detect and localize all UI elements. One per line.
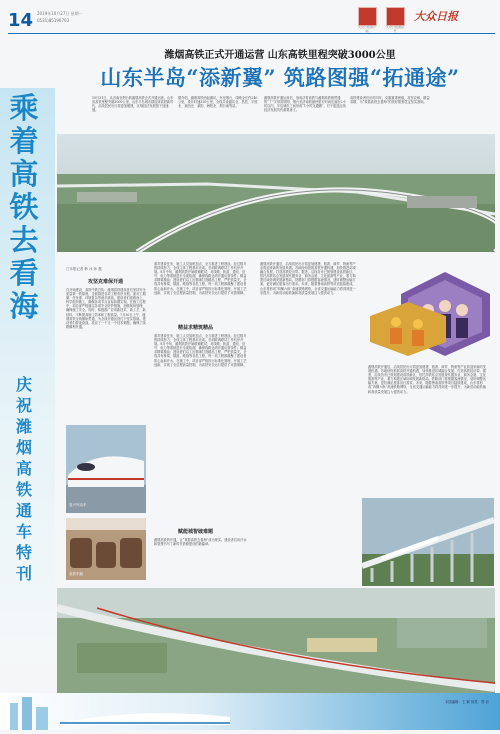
section-heading-1: 攻坚克难保开通	[88, 279, 124, 285]
byline: □本报记者 韩 冰 孙 磊	[66, 267, 102, 271]
main-headline: 山东半岛“添新翼” 筑路图强“拓通途”	[100, 65, 460, 90]
viaduct-photo	[362, 498, 494, 586]
page-number: 14	[8, 10, 34, 31]
lead-column-1: 10月31日，从济南至烟台的潍烟高铁正式开通运营。山东省高铁里程突破3000公里，山东半岛城市群迎来高铁新时代，沿线居民出行将更加便捷，区域经济发展按下加速键。	[92, 96, 174, 113]
workers-illustration	[368, 300, 448, 358]
header-rule	[8, 33, 495, 34]
article-column-3a: 潍烟高铁开通后，沿线居民出行将更加便捷，旅游、商贸、物流等产业将迎来新的发展机遇。各地纷纷抢抓高铁开通机遇，加快推进站城融合发展，打造高铁经济带。据悉，沿线各市已规划建设高铁新区，依托高铁站点发展现代服务业、商务会展、文化旅游等产业，着力构建区域协调发展新格局。铁路部门将根据客流情况，适时调整运输方案，更好满足旅客出行需求。未来，随着鲁南高铁等项目陆续建成，山东将形成“四横六纵”高速铁路网络，全省交通运输能力将得到进一步提升，为新旧动能转换和高质量发展注入强劲动力。	[260, 262, 356, 295]
aerial-railway-illustration	[57, 134, 495, 252]
section-heading-2: 精益求精筑精品	[178, 325, 214, 331]
train-interior-caption: 高铁车厢	[69, 572, 83, 576]
lead-column-2: 据介绍，潍烟高铁西起潍坊，东至烟台，线路全长约240公里，设计时速350公里，全线共设潍坊北、昌邑、平度北、莱西北、莱阳、海阳北、烟台南等站。	[178, 96, 258, 109]
lead-column-4: 高铁建设者们历时四年，克服重重困难，攻坚克难，精益求精，为“乘着高铁去看海”的美好愿景奠定坚实基础。	[350, 96, 430, 105]
footer-skyline-illustration	[0, 693, 500, 730]
bottom-aerial-illustration	[57, 588, 495, 693]
workers-photo	[368, 300, 448, 358]
bottom-aerial-photo	[57, 588, 495, 693]
qr-label-1: 大众日报客户端	[357, 25, 376, 33]
qr-code-icon[interactable]	[386, 7, 405, 26]
article-column-1: 自开始建设，高铁中铁总队：潍烟高铁建设者们坚持安全质量第一的原则，全面推进各项工程有序开展。面对工期紧、任务重、环境复杂等诸多挑战，建设者们迎难而上，科学组织施工，确保各项节点目标如期实现。在施工过程中，项目部严格落实各项安全防护措施，加强现场管理，确保施工安全。同时，积极推广应用新技术、新工艺、新材料，不断提高施工效率和工程质量。7月30日上午，潍烟高铁全线铺轨贯通，为全线开通运营打下坚实基础。建设者们昼夜奋战，攻克了一个又一个技术难题，确保了线路顺利开通。	[66, 288, 146, 329]
train-seats-illustration	[66, 518, 146, 580]
train-exterior-photo	[66, 425, 146, 513]
qr-code-icon[interactable]	[358, 7, 377, 26]
side-banner-headline: 乘着高铁去看海	[9, 91, 39, 323]
section-heading-3: 赋能城智破难题	[178, 529, 214, 535]
article-column-2b: 面对建设任务，施工人员加班加点，全力推进工程建设。经过数月的持续努力，全线主体工程基本完成，各项联调联试工作有序开展。8月中旬，潍烟高铁开始联调联试，对线路、轨道、通信、信号、电力等系统进行全面检测，确保线路达到开通运营条件。精益求精筑精品：建设者们以工匠精神打造精品工程，严把质量关。全线共有桥梁、隧道、路基等各类工程，每一项工程都凝聚了建设者的心血和汗水。在施工中，项目部严格执行标准化管理，开展工艺创新，实现了全过程质量控制，为高铁安全运行提供了可靠保障。	[154, 334, 247, 367]
page-footer-credit: 本版编辑：王 颖 视觉：郑 岩	[445, 700, 489, 704]
article-column-4: 潍烟高铁开通后，沿线居民出行将更加便捷，旅游、商贸、物流等产业将迎来新的发展机遇。各地纷纷抢抓高铁开通机遇，加快推进站城融合发展，打造高铁经济带。据悉，沿线各市已规划建设高铁新区，依托高铁站点发展现代服务业、商务会展、文化旅游等产业，着力构建区域协调发展新格局。铁路部门将根据客流情况，适时调整运输方案，更好满足旅客出行需求。未来，随着鲁南高铁等项目陆续建成，山东将形成“四横六纵”高速铁路网络，全省交通运输能力将得到进一步提升，为新旧动能转换和高质量发展注入强劲动力。	[368, 365, 487, 394]
train-interior-photo	[66, 518, 146, 580]
kicker-title: 潍烟高铁正式开通运营 山东高铁里程突破3000公里	[164, 50, 396, 61]
article-column-2a: 面对建设任务，施工人员加班加点，全力推进工程建设。经过数月的持续努力，全线主体工程基本完成，各项联调联试工作有序开展。8月中旬，潍烟高铁开始联调联试，对线路、轨道、通信、信号、电力等系统进行全面检测，确保线路达到开通运营条件。精益求精筑精品：建设者们以工匠精神打造精品工程，严把质量关。全线共有桥梁、隧道、路基等各类工程，每一项工程都凝聚了建设者的心血和汗水。在施工中，项目部严格执行标准化管理，开展工艺创新，实现了全过程质量控制，为高铁安全运行提供了可靠保障。	[154, 262, 247, 295]
newspaper-logo: 大众日报	[414, 10, 458, 23]
phone-line: 0531)85196703	[37, 18, 70, 23]
side-banner-subtitle: 庆祝潍烟高铁通车特刊	[15, 375, 32, 583]
article-column-2c: 潍烟高铁的开通，让“乘着高铁去看海”成为现实。建设者们用汗水和智慧书写了新时代铁路建设的新篇章。	[154, 538, 247, 547]
date-line: 2019年10月27日 星期一	[37, 11, 83, 16]
train-exterior-caption: 复兴号动车	[69, 503, 87, 507]
viaduct-illustration	[362, 498, 494, 586]
bullet-train-illustration	[66, 425, 146, 513]
lead-column-3: 潍烟高铁开通运营后，形成济青高铁与潍烟高铁相贯通的“丁”字形高铁网，烟台至济南的最快旅行时间压缩至2小时以内，半岛城市之间形成“1小时交通圈”，对于促进沿线经济发展具有重要意义。	[264, 96, 346, 113]
aerial-railway-photo	[57, 134, 495, 252]
qr-label-2: 大众日报微信号	[385, 25, 404, 33]
footer-banner	[0, 693, 500, 730]
